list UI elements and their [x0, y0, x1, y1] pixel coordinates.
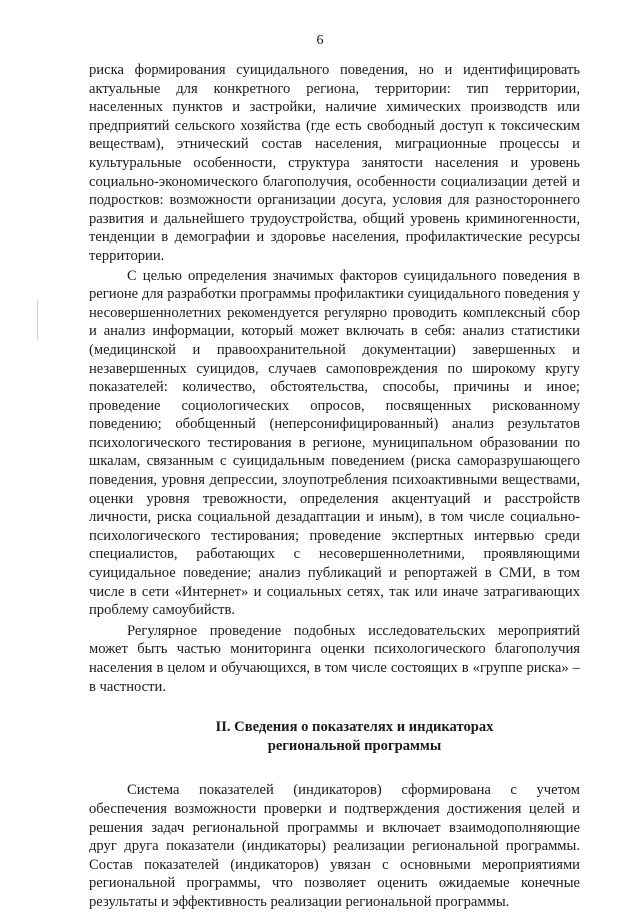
section-heading-line-1: II. Сведения о показателях и индикаторах [215, 719, 494, 736]
paragraph-monitoring: Регулярное проведение подобных исследовательских мероприятий может быть частью мониторинга оценки психологического благополучия населения в целом и обучающихся, в том числе состоящих в «группе риска» – в частности. [89, 622, 580, 695]
section-heading-line-2: региональной программы [267, 737, 442, 754]
scan-margin-mark [37, 300, 38, 340]
document-body [89, 61, 580, 912]
section-heading [89, 718, 580, 755]
paragraph-data-collection: С целью определения значимых факторов суицидального поведения в регионе для разработки программы профилактики суицидального поведения у несовершеннолетних рекомендуется регулярно проводить комплексный сбор и анализ информации, который может включать в себя: анализ статистики (медицинской и правоохранительной документации) завершенных и незавершенных суицидов, случаев самоповреждения по широкому кругу показателей: количество, обстоятельства, способы, причины и иное; проведение социологических опросов, посвященных рискованному поведению; обобщенный (неперсонифицированный) анализ результатов психологического тестирования в регионе, муниципальном образовании по шкалам, связанным с суицидальным поведением (риска саморазрушающего поведения, уровня депрессии, злоупотребления психоактивными веществами, оценки уровня тревожности, определения акцентуаций и расстройств личности, риска социальной дезадаптации и иным), в том числе социально-психологического тестирования; проведение экспертных интервью среди специалистов, работающих с несовершеннолетними, проявляющими суицидальное поведение; анализ публикаций и репортажей в СМИ, в том числе в сети «Интернет» и социальных сетях, так или иначе затрагивающих проблему самоубийств. [89, 267, 580, 619]
paragraph-continuation: риска формирования суицидального поведения, но и идентифицировать актуальные для конкретного региона, территории: тип территории, населенных пунктов и застройки, наличие химических производств или предприятий сельского хозяйства (где есть свободный доступ к токсическим веществам), этнический состав населения, миграционные процессы и культуральные особенности, структура занятости населения и уровень социально-экономического благополучия, особенности социализации детей и подростков: возможности организации досуга, условия для разностороннего развития и дальнейшего трудоустройства, общий уровень криминогенности, тенденции в демографии и здоровье населения, профилактические ресурсы территории. [89, 62, 580, 264]
paragraph-indicators: Система показателей (индикаторов) сформирована с учетом обеспечения возможности проверки и подтверждения достижения целей и решения задач региональной программы и включает взаимодополняющие друг друга показатели (индикаторы) реализации региональной программы. Состав показателей (индикаторов) увязан с основными мероприятиями региональной программы, что позволяет оценить ожидаемые конечные результаты и эффективность реализации региональной программы. [89, 782, 580, 910]
page-number: 6 [316, 33, 324, 48]
